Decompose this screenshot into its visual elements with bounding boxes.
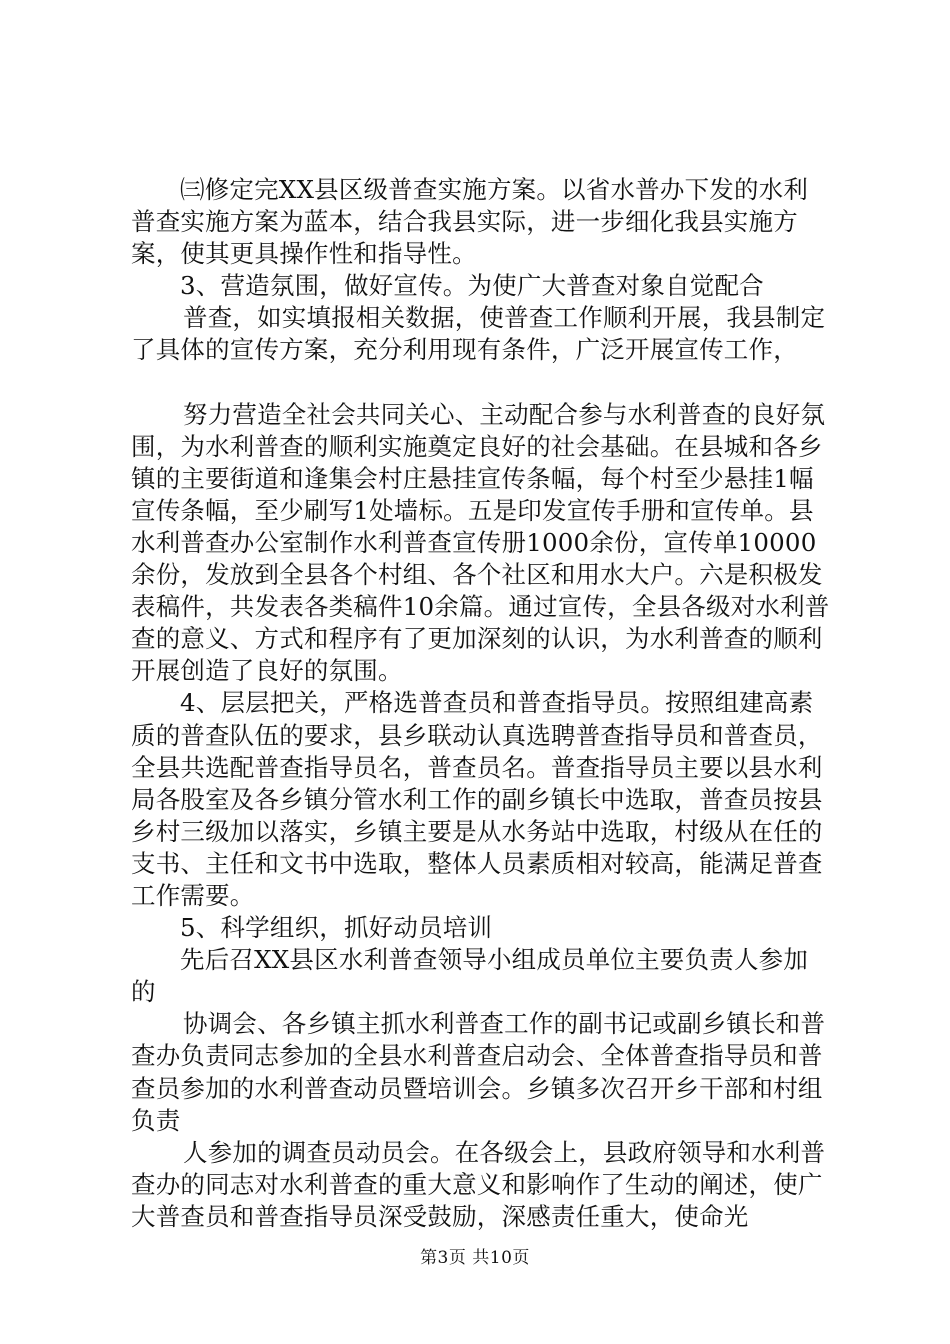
paragraph-publicity-details: 努力营造全社会共同关心、主动配合参与水利普查的良好氛围，为水利普查的顺利实施奠定良好的社会基础。在县城和各乡镇的主要街道和逢集会村庄悬挂宣传条幅，每个村至少悬挂1幅宣传条幅，至少刷写1处墙标。五是印发宣传手册和宣传单。县水利普查办公室制作水利普查宣传册1000余份，宣传单10000余份，发放到全县各个村组、各个社区和用水大户。六是积极发表稿件，共发表各类稿件10余篇。通过宣传，全县各级对水利普查的意义、方式和程序有了更加深刻的认识，为水利普查的顺利开展创造了良好的氛围。 — [131, 399, 830, 686]
paragraph-meeting-intro: 先后召XX县区水利普查领导小组成员单位主要负责人参加的 — [131, 945, 809, 1007]
document-body — [131, 174, 831, 1233]
paragraph-meetings: 协调会、各乡镇主抓水利普查工作的副书记或副乡镇长和普查办负责同志参加的全县水利普查启动会、全体普查指导员和普查员参加的水利普查动员暨培训会。乡镇多次召开乡干部和村组负责 — [131, 1009, 826, 1135]
paragraph-gap — [131, 367, 831, 399]
paragraph-staff-selection: 4、层层把关，严格选普查员和普查指导员。按照组建高素质的普查队伍的要求，县乡联动认真选聘普查指导员和普查员，全县共选配普查指导员名，普查员名。普查指导员主要以县水利局各股室及各乡镇分管水利工作的副乡镇长中选取，普查员按县乡村三级加以落实，乡镇主要是从水务站中选取，村级从在任的支书、主任和文书中选取，整体人员素质相对较高，能满足普查工作需要。 — [131, 688, 823, 910]
paragraph-training-heading: 5、科学组织，抓好动员培训 — [180, 913, 493, 943]
paragraph-publicity-heading: 3、营造氛围，做好宣传。为使广大普查对象自觉配合 — [180, 271, 764, 301]
paragraph-survey-plan: ㈢修定完XX县区级普查实施方案。以省水普办下发的水利普查实施方案为蓝本，结合我县实际，进一步细化我县实施方案，使其更具操作性和指导性。 — [131, 175, 809, 269]
paragraph-publicity-plan: 普查，如实填报相关数据，使普查工作顺利开展，我县制定了具体的宣传方案，充分利用现有条件，广泛开展宣传工作， — [131, 303, 826, 365]
paragraph-mobilization: 人参加的调查员动员会。在各级会上，县政府领导和水利普查办的同志对水利普查的重大意义和影响作了生动的阐述，使广大普查员和普查指导员深受鼓励，深感责任重大，使命光 — [131, 1137, 826, 1231]
page-number-footer: 第3页 共10页 — [420, 1248, 530, 1268]
